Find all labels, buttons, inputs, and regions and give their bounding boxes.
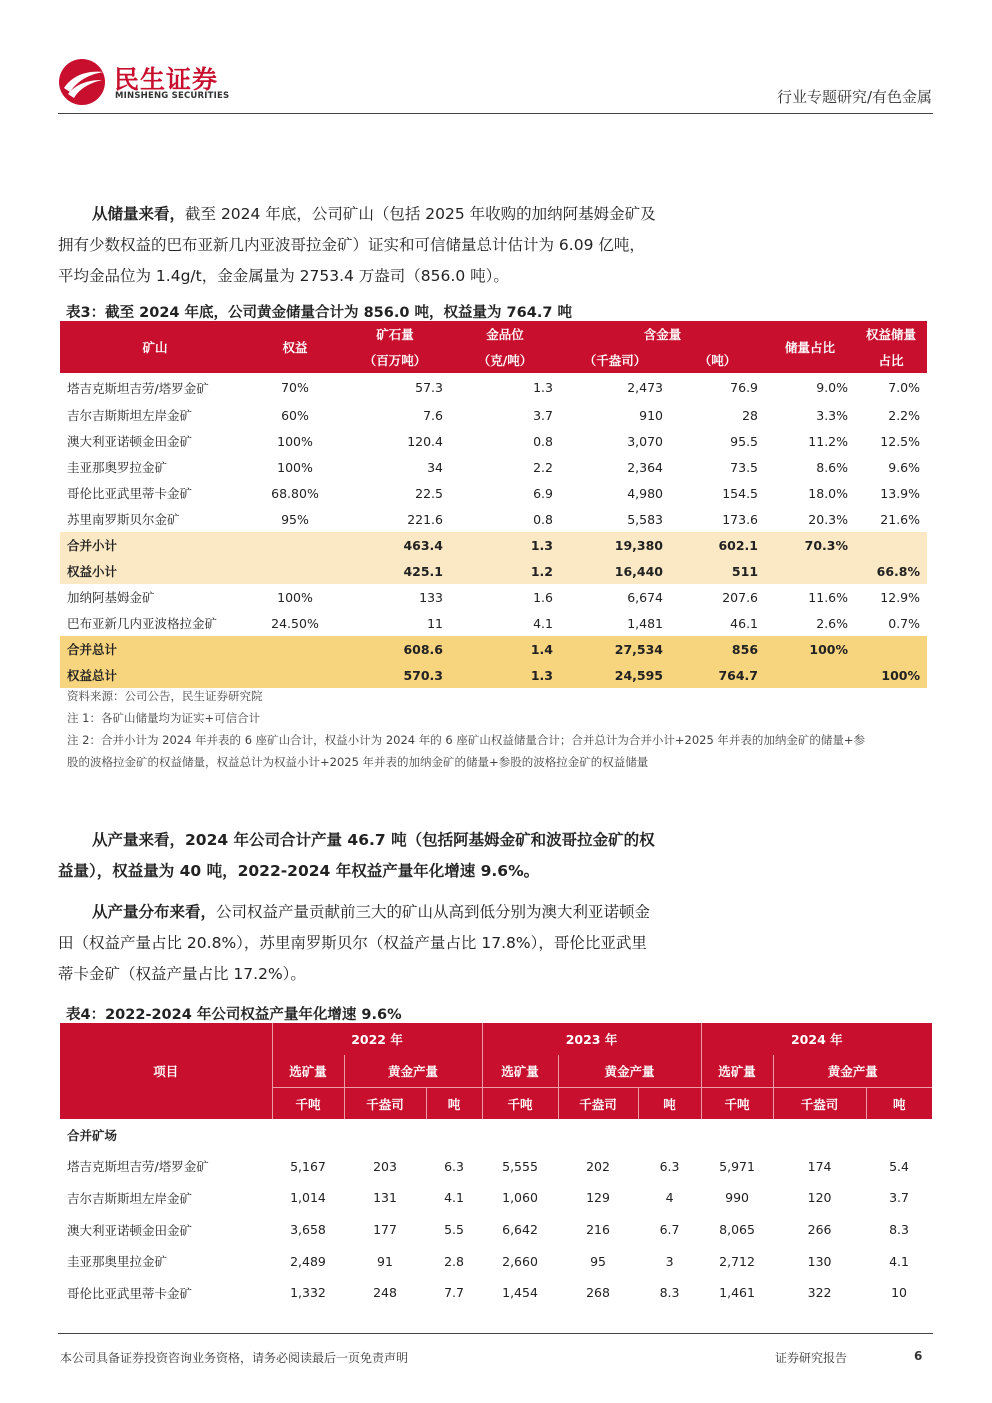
cell-value: 203 [373,1158,397,1174]
cell-share: 100% [809,641,849,657]
cell-koz: 5,583 [627,511,663,527]
report-category: 行业专题研究/有色金属 [776,88,932,106]
cell-grade: 4.1 [533,615,553,631]
cell-value: 177 [373,1222,397,1238]
col-gold-2024: 黄金产量 [773,1055,932,1088]
cell-koz: 27,534 [614,641,663,657]
section-label: 合并矿场 [67,1127,118,1143]
cell-value: 129 [586,1190,610,1206]
cell-koz: 16,440 [614,563,663,579]
cell-eq: 2.2% [888,407,921,423]
cell-equity [250,558,340,584]
cell-value: 8.3 [889,1222,909,1238]
table3-note2-line1: 注 2：合并小计为 2024 年并表的 6 座矿山合计，权益小计为 2024 年的 6 座矿山权益储量合计；合并总计为合并小计+2025 年并表的加纳金矿的储量+参 [67,733,866,747]
cell-value: 7.7 [444,1285,464,1301]
cell-mine: 合并总计 [67,642,118,657]
footer-report-type: 证券研究报告 [775,1351,848,1365]
col-ore-2024: 选矿量 [701,1055,773,1088]
cell-koz: 1,481 [627,615,663,631]
cell-mine: 哥伦比亚武里蒂卡金矿 [67,486,193,501]
table-row [60,1277,932,1309]
cell-share: 20.3% [808,511,849,527]
table-row [60,480,927,506]
table-row [60,1214,932,1246]
col-ore-2022: 选矿量 [272,1055,344,1088]
cell-share: 11.2% [808,433,849,449]
cell-value: 1,014 [290,1190,326,1206]
cell-equity: 95% [281,511,309,527]
col-year-2022: 2022 年 [272,1023,482,1055]
cell-value: 4 [665,1190,674,1206]
cell-value: 3,658 [290,1222,326,1238]
reserves-table [60,321,927,688]
cell-value: 1,060 [502,1190,538,1206]
cell-value: 10 [891,1285,908,1301]
cell-ore: 120.4 [407,433,443,449]
unit-kt: 千吨 [482,1088,558,1120]
cell-eq: 21.6% [880,511,921,527]
table-row [60,428,927,454]
table-row [60,1151,932,1183]
table-row [60,584,927,610]
cell-mine: 塔吉克斯坦吉劳/塔罗金矿 [67,380,209,396]
unit-t: 吨 [638,1088,701,1120]
cell-t: 73.5 [730,459,759,475]
section-row [60,1119,932,1151]
cell-value: 131 [373,1190,397,1206]
subtotal-row-equity [60,558,927,584]
cell-value: 3 [665,1253,674,1269]
cell-value: 91 [377,1253,393,1269]
cell-grade: 1.3 [530,537,553,553]
col-year-2023: 2023 年 [482,1023,701,1055]
minsheng-logo-icon [58,58,108,106]
cell-equity [250,532,340,558]
col-share: 储量占比 [765,321,855,373]
cell-value: 5.5 [444,1222,464,1238]
cell-equity: 68.80% [271,485,319,501]
total-row-consolidated [60,636,927,662]
page-number: 6 [914,1349,923,1363]
cell-grade: 1.2 [530,563,553,579]
cell-equity: 70% [281,380,309,395]
cell-t: 154.5 [722,485,759,501]
cell-eq: 66.8% [876,563,921,579]
cell-mine: 加纳阿基姆金矿 [67,590,155,605]
cell-mine: 圭亚那奥罗拉金矿 [67,460,168,475]
cell-mine: 吉尔吉斯斯坦左岸金矿 [67,1190,193,1206]
cell-value: 6.7 [659,1222,680,1238]
cell-mine: 苏里南罗斯贝尔金矿 [67,512,180,527]
cell-value: 4.1 [444,1190,464,1206]
cell-eq: 12.5% [880,433,921,449]
cell-grade: 1.6 [533,589,553,605]
cell-value: 174 [807,1158,832,1174]
col-equity: 权益 [250,321,340,373]
cell-value: 2,660 [502,1253,538,1269]
cell-t: 46.1 [730,615,759,631]
subtotal-row-consolidated [60,532,927,558]
distribution-paragraph [58,897,658,990]
table3-caption: 表3：截至 2024 年底，公司黄金储量合计为 856.0 吨，权益量为 764.7 吨 [66,305,572,321]
table-row [60,506,927,532]
cell-share: 11.6% [808,589,849,605]
unit-koz: 千盎司 [558,1088,638,1120]
cell-value: 5,555 [502,1158,538,1174]
cell-equity: 100% [277,459,313,475]
cell-share: 3.3% [816,407,849,423]
cell-share: 2.6% [816,615,849,631]
cell-t: 28 [742,407,759,423]
cell-t: 764.7 [718,667,759,683]
cell-grade: 1.4 [530,641,553,657]
cell-mine: 澳大利亚诺顿金田金矿 [67,434,193,449]
cell-koz: 24,595 [614,667,663,683]
cell-value: 5.4 [889,1158,909,1174]
cell-koz: 3,070 [627,433,663,449]
col-gold-2023: 黄金产量 [558,1055,701,1088]
cell-mine: 巴布亚新几内亚波格拉金矿 [67,616,218,631]
cell-value: 248 [373,1285,397,1301]
unit-kt: 千吨 [272,1088,344,1120]
cell-grade: 3.7 [533,407,553,423]
cell-eq [855,636,927,662]
cell-ore: 7.6 [423,407,443,423]
production-paragraph: 从产量来看，2024 年公司合计产量 46.7 吨（包括阿基姆金矿和波哥拉金矿的权益量），权益量为 40 吨，2022-2024 年权益产量年化增速 9.6%。 [58,831,655,880]
table-row [60,373,927,402]
cell-grade: 0.8 [533,511,553,527]
col-eq-share-2: 占比 [855,347,927,373]
unit-t: 吨 [866,1088,932,1120]
col-ore: 矿石量 [340,321,450,347]
col-item: 项目 [60,1023,272,1119]
footer-divider [58,1333,933,1334]
cell-ore: 425.1 [403,563,443,579]
col-year-2024: 2024 年 [701,1023,932,1055]
cell-value: 8.3 [659,1285,680,1301]
table-row [60,1245,932,1277]
cell-eq: 12.9% [880,589,921,605]
col-gold-t: （吨） [670,347,765,373]
cell-value: 2.8 [444,1253,464,1269]
footer-disclaimer: 本公司具备证券投资咨询业务资格，请务必阅读最后一页免责声明 [60,1351,409,1365]
col-gold: 含金量 [560,321,765,347]
cell-value: 990 [725,1190,749,1206]
cell-ore: 133 [419,589,443,605]
cell-value: 1,454 [502,1285,538,1301]
cell-ore: 608.6 [403,641,443,657]
cell-value: 3.7 [889,1190,909,1206]
cell-share: 18.0% [808,485,849,501]
cell-mine: 塔吉克斯坦吉劳/塔罗金矿 [67,1159,209,1175]
col-grade: 金品位 [450,321,560,347]
reserves-paragraph [58,199,658,292]
cell-t: 95.5 [730,433,759,449]
cell-value: 5,971 [719,1158,755,1174]
header-divider [58,113,933,114]
unit-kt: 千吨 [701,1088,773,1120]
brand-logo [58,58,238,106]
cell-share: 9.0% [816,380,849,395]
reserves-lead: 从储量来看， [92,205,186,223]
cell-value: 5,167 [290,1158,326,1174]
col-ore-2023: 选矿量 [482,1055,558,1088]
col-mine: 矿山 [60,321,250,373]
distribution-lead: 从产量分布来看， [92,903,217,921]
cell-equity: 100% [277,589,313,605]
cell-eq: 9.6% [888,459,921,475]
cell-grade: 2.2 [533,459,553,475]
cell-equity: 24.50% [271,615,319,631]
cell-value: 202 [586,1158,610,1174]
cell-t: 856 [731,641,759,657]
cell-mine: 澳大利亚诺顿金田金矿 [67,1222,193,1238]
cell-mine: 哥伦比亚武里蒂卡金矿 [67,1285,193,1301]
col-gold-koz: （千盎司） [560,347,670,373]
cell-mine: 吉尔吉斯斯坦左岸金矿 [67,408,193,423]
table3-note2-line2: 股的波格拉金矿的权益储量，权益总计为权益小计+2025 年并表的加纳金矿的储量+参股的波格拉金矿的权益储量 [67,755,649,769]
cell-eq: 7.0% [888,380,921,395]
unit-koz: 千盎司 [344,1088,426,1120]
unit-koz: 千盎司 [773,1088,866,1120]
cell-value: 120 [807,1190,832,1206]
cell-eq: 13.9% [880,485,921,501]
table-row [60,454,927,480]
col-grade-unit: （克/吨） [450,347,560,373]
table-row [60,402,927,428]
cell-eq [855,532,927,558]
cell-value: 6.3 [659,1158,680,1174]
cell-t: 511 [731,563,759,579]
cell-value: 130 [807,1253,832,1269]
reserves-text: 截至 2024 年底，公司矿山（包括 2025 年收购的加纳阿基姆金矿及拥有少数权益的巴布亚新几内亚波哥拉金矿）证实和可信储量总计估计为 6.09 亿吨，平均金品位为 1.4g/t，金金属量为 2753.4 万盎司（856.0 吨）。 [58,205,656,285]
cell-mine: 圭亚那奥里拉金矿 [67,1254,168,1270]
production-table [60,1023,932,1309]
cell-ore: 34 [427,459,443,475]
table-row [60,1182,932,1214]
cell-grade: 1.3 [530,667,553,683]
cell-value: 6,642 [502,1222,538,1238]
cell-ore: 221.6 [407,511,443,527]
cell-koz: 2,473 [627,380,663,395]
cell-t: 207.6 [722,589,759,605]
table3-note1: 注 1：各矿山储量均为证实+可信合计 [67,711,261,725]
logo-chinese-name: 民生证券 [114,65,219,94]
cell-value: 2,489 [290,1253,326,1269]
cell-ore: 22.5 [415,485,443,501]
logo-english-name: MINSHENG SECURITIES [115,91,230,101]
cell-value: 8,065 [719,1222,755,1238]
cell-ore: 570.3 [403,667,443,683]
table4-caption: 表4：2022-2024 年公司权益产量年化增速 9.6% [66,1007,402,1023]
cell-eq: 100% [881,667,921,683]
table3-source: 资料来源：公司公告，民生证券研究院 [67,689,263,703]
cell-value: 4.1 [889,1253,909,1269]
cell-value: 95 [590,1253,606,1269]
cell-koz: 19,380 [614,537,663,553]
cell-grade: 6.9 [533,485,553,501]
cell-value: 6.3 [444,1158,464,1174]
cell-value: 268 [586,1285,610,1301]
cell-mine: 合并小计 [67,538,118,553]
cell-grade: 0.8 [533,433,553,449]
cell-value: 1,332 [290,1285,326,1301]
cell-mine: 权益小计 [67,564,118,579]
cell-share [765,558,855,584]
cell-value: 266 [807,1222,832,1238]
cell-equity [250,662,340,688]
cell-t: 602.1 [718,537,759,553]
cell-t: 173.6 [722,511,759,527]
unit-t: 吨 [426,1088,482,1120]
cell-eq: 0.7% [888,615,921,631]
cell-value: 322 [807,1285,832,1301]
cell-grade: 1.3 [533,380,553,395]
cell-koz: 4,980 [627,485,663,501]
cell-equity: 60% [281,407,309,423]
cell-ore: 57.3 [415,380,443,395]
col-gold-2022: 黄金产量 [344,1055,482,1088]
cell-equity: 100% [277,433,313,449]
cell-value: 216 [586,1222,610,1238]
table-row [60,610,927,636]
cell-koz: 6,674 [627,589,663,605]
cell-koz: 2,364 [627,459,663,475]
cell-value: 2,712 [719,1253,755,1269]
cell-t: 76.9 [730,380,759,395]
col-eq-share: 权益储量 [855,321,927,347]
distribution-text: 公司权益产量贡献前三大的矿山从高到低分别为澳大利亚诺顿金田（权益产量占比 20.8%），苏里南罗斯贝尔（权益产量占比 17.8%），哥伦比亚武里蒂卡金矿（权益产量占比 17.2%）。 [58,903,651,983]
cell-mine: 权益总计 [67,668,118,683]
cell-ore: 463.4 [403,537,443,553]
cell-share: 8.6% [816,459,849,475]
cell-share [765,662,855,688]
col-ore-unit: （百万吨） [340,347,450,373]
cell-value: 1,461 [719,1285,755,1301]
cell-ore: 11 [427,615,443,631]
cell-share: 70.3% [804,537,849,553]
cell-koz: 910 [639,407,663,423]
cell-equity [250,636,340,662]
